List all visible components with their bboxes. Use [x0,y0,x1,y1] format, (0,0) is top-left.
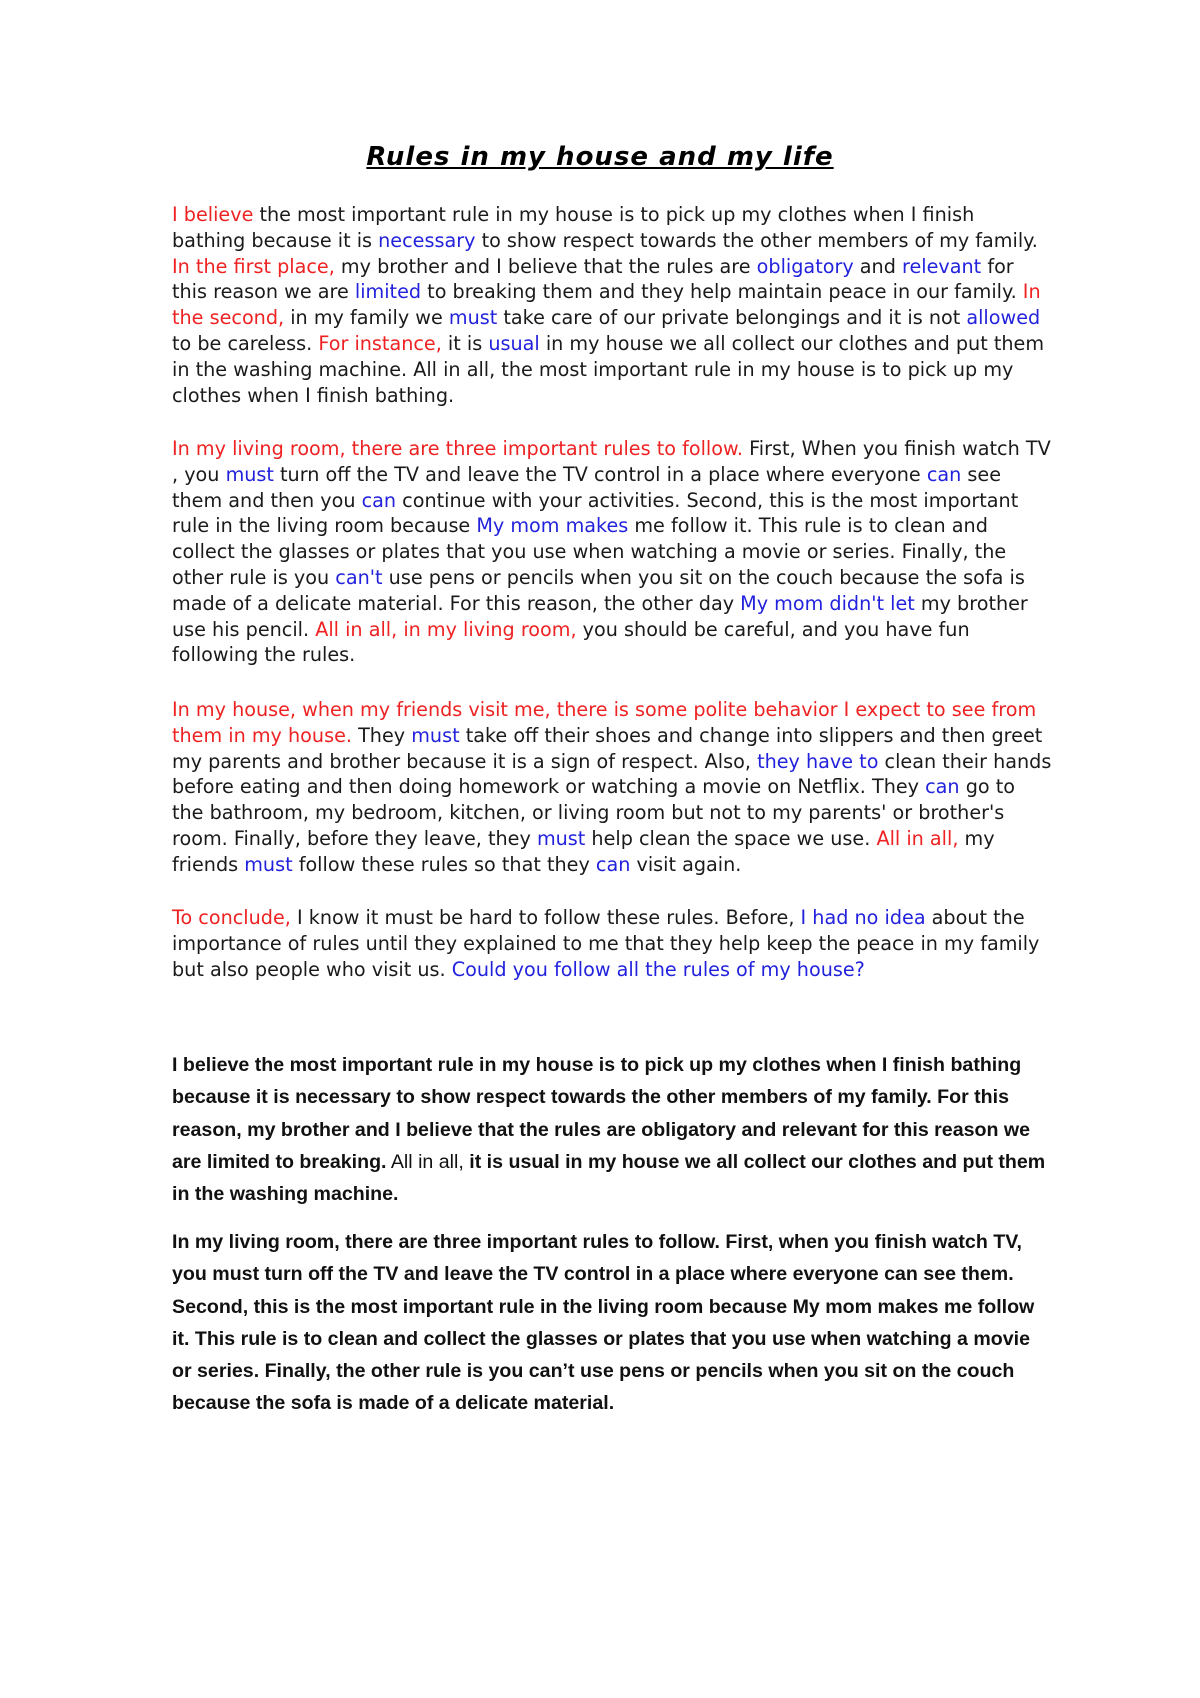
text-segment: can't [335,565,383,589]
text-segment: me follow it. This rule is to clean and collect the glasses or plates that you use when watching a movie or series. Finally, the other rule is you [172,514,1007,589]
text-segment: must [536,826,586,850]
text-segment: the most important rule in my house is to pick up my clothes when I finish bathing because it is [172,203,975,252]
text-segment: take care of our private belongings and it is not [497,306,967,330]
document-title: Rules in my house and my life [366,142,834,172]
text-segment: obligatory [756,254,854,278]
text-segment: limited [354,280,422,304]
text-segment: To conclude, [172,906,291,929]
text-segment: in my house we all collect our clothes and put them in the washing machine. All in all, the most important rule in my house is to pick up my clothes when I finish bathing. [172,331,1045,407]
text-segment: to show respect towards the other members of my family. [475,228,1038,252]
paragraph-house-rules [172,202,1052,408]
text-segment: I had no idea [800,906,926,929]
text-segment: My mom makes [476,514,629,538]
text-segment: I know it must be hard to follow these rules. Before, [290,906,801,929]
text-segment: In my living room, there are three important rules to follow. First, when you finish watch TV, you must turn off the TV and leave the TV control in a place where everyone can see them. Second, this is the most important rule in the living room because My mom makes me follow it. This rule is to clean and collect the glasses or plates that you use when watching a movie or series. Finally, the other rule is you can’t use pens or pencils when you sit on the couch because the sofa is made of a delicate material. [172,1231,1035,1415]
text-segment: They [351,723,412,747]
paragraph-living-room [172,436,1052,668]
paragraph-conclusion [172,905,1052,982]
text-segment: continue with your activities. Second, this is the most important rule in the living room because [172,488,1019,538]
summary-paragraph-living-room [172,1226,1052,1420]
text-segment: must [244,852,293,876]
text-segment: to be careless. [172,331,319,355]
text-segment: can [595,852,631,876]
text-segment: I believe the most important rule in my house is to pick up my clothes when I finish bathing because it is necessary to show respect towards the other members of my family. For this reason, my brother and I believe that the rules are obligatory and relevant for this reason we are limited to breaking. [172,1054,1031,1173]
text-segment: In the first place, [172,254,335,278]
text-segment: follow these rules so that they [292,852,596,876]
text-segment: All in all, [876,826,959,850]
text-segment: allowed [966,306,1041,330]
text-segment: can [361,488,397,512]
text-segment: can [925,775,960,799]
text-segment: necessary [378,228,476,252]
summary-paragraph-house-rules [172,1049,1052,1210]
text-segment: Could you follow all the rules of my house? [451,957,865,981]
text-segment: can [926,462,962,486]
text-segment: you should be careful, and you have fun following the rules. [172,617,970,667]
text-segment: In my living room, there are three important rules to follow. [172,437,743,460]
text-segment: my brother and I believe that the rules are [334,254,757,278]
text-segment: go to the bathroom, my bedroom, kitchen, or living room but not to my parents' or brother's room. Finally, before they leave, they [172,775,1015,850]
text-segment: turn off the TV and leave the TV control in a place where everyone [273,462,927,486]
text-segment: my brother use his pencil. [172,591,1028,641]
text-segment: In my house, when my friends visit me, there is some polite behavior I expect to see from them in my house. [172,698,1037,747]
text-segment: it is [441,331,489,355]
text-segment: In the second, [172,280,1041,330]
text-segment: my friends [172,826,995,876]
text-segment: visit again. [630,852,742,876]
text-segment: must [225,462,274,486]
text-segment: in my family we [284,306,449,330]
text-segment: All in all, [386,1150,464,1173]
text-segment: see them and then you [172,462,1002,512]
text-segment: it is usual in my house we all collect our clothes and put them in the washing machine. [172,1150,1046,1206]
text-segment: to breaking them and they help maintain peace in our family. [421,280,1023,304]
text-segment: must [411,723,460,747]
text-segment: All in all, in my living room, [315,617,577,641]
text-segment: clean their hands before eating and then doing homework or watching a movie on Netflix. They [172,749,1052,799]
paragraph-friends-visit [172,697,1052,878]
text-segment: and [853,254,902,278]
text-segment: must [448,306,498,330]
text-segment: for this reason we are [172,254,1014,304]
text-segment: I believe [172,203,254,226]
text-segment: take off their shoes and change into slippers and then greet my parents and brother because it is a sign of respect. Also, [172,723,1043,773]
text-segment: about the importance of rules until they explained to me that they help keep the peace in my family but also people who visit us. [172,906,1040,981]
text-segment: relevant [902,254,982,278]
text-segment: use pens or pencils when you sit on the couch because the sofa is made of a delicate material. For this reason, the other day [172,565,1025,615]
text-segment: they have to [757,749,879,773]
text-segment: My mom didn't let [740,591,915,615]
text-segment: For instance, [318,331,442,355]
text-segment: usual [488,331,540,355]
text-segment: help clean the space we use. [585,826,877,850]
text-segment: First, When you finish watch TV , you [172,437,1051,486]
